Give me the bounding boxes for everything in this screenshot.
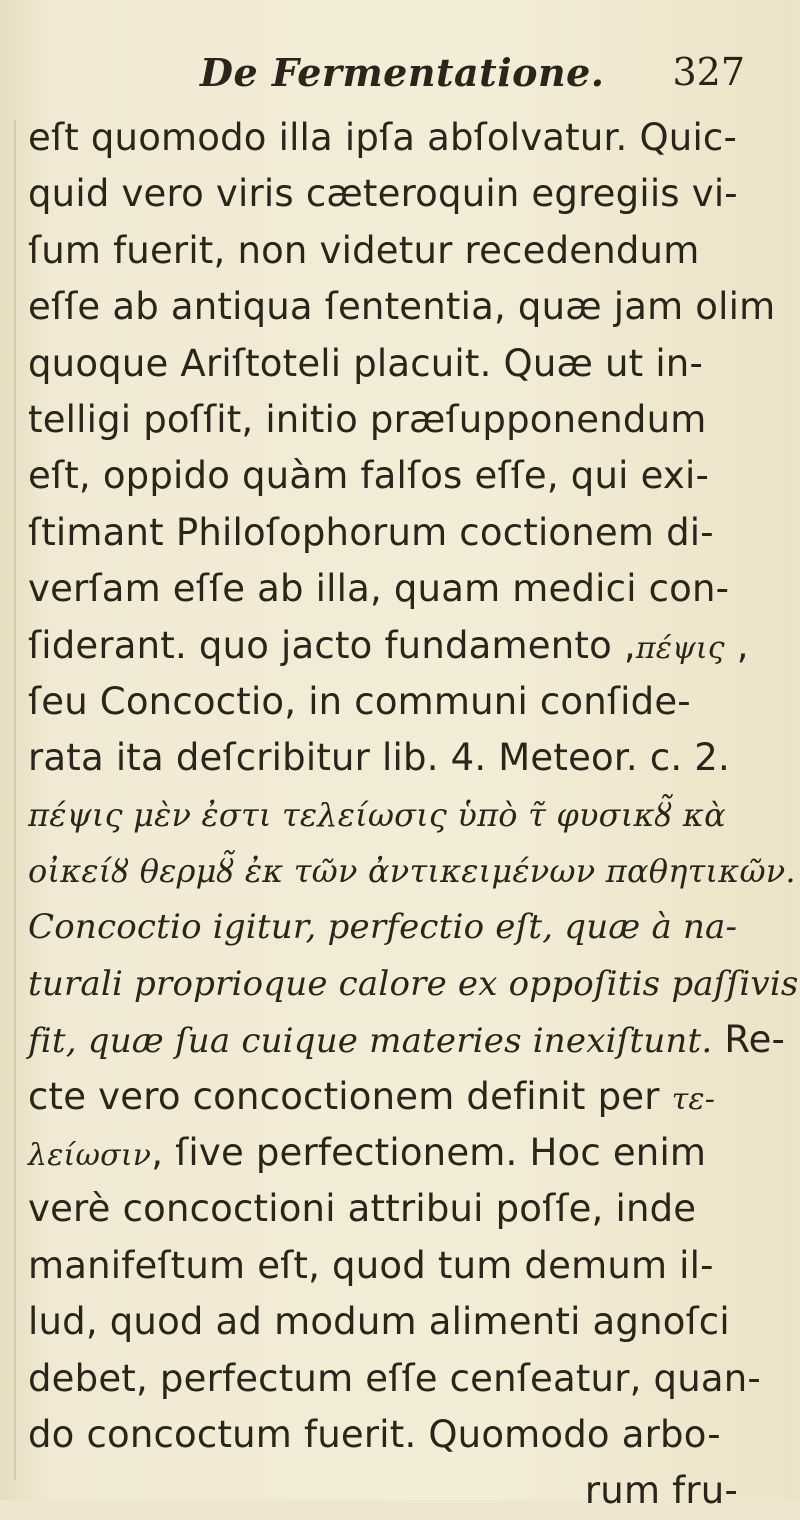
text-line	[28, 730, 746, 786]
text-segment: lud, quod ad modum alimenti agnoſci	[28, 1300, 730, 1344]
text-line	[28, 674, 746, 730]
text-segment: fit, quæ ſua cuique materies inexiſtunt.	[28, 1021, 713, 1062]
text-segment: verſam eſſe ab illa, quam medici con-	[28, 567, 730, 611]
text-segment: quid vero viris cæteroquin egregiis vi-	[28, 172, 738, 216]
text-segment: rata ita deſcribitur lib. 4. Meteor. c. 2.	[28, 736, 730, 780]
text-line	[28, 843, 796, 899]
text-segment: debet, perfectum eſſe cenſeatur, quan-	[28, 1356, 761, 1400]
text-segment: ,	[724, 623, 749, 667]
text-line	[28, 787, 746, 843]
text-segment: , ſive perfectionem. Hoc enim	[151, 1131, 707, 1175]
text-segment: rum fru-	[584, 1469, 738, 1513]
text-line	[28, 336, 746, 392]
text-segment: eſſe ab antiqua ſententia, quæ jam olim	[28, 285, 776, 329]
text-line	[28, 110, 746, 166]
text-segment: οἰκείȣ θερμȣ̃ ἐκ τῶν ἀντικειμένων παθητικῶν.	[28, 852, 796, 891]
text-line	[28, 1012, 786, 1068]
text-segment: ſeu Concoctio, in communi conſide-	[28, 679, 691, 723]
text-segment: πέψις μὲν ἐστι τελείωσις ὑπὸ τ̃ φυσικȣ̃ κὰ	[28, 795, 726, 834]
text-segment: eſt quomodo illa ipſa abſolvatur. Quic-	[28, 116, 738, 159]
page-header	[200, 40, 760, 110]
text-segment: ſum fuerit, non videtur recedendum	[28, 228, 700, 272]
text-line	[28, 1125, 746, 1181]
text-line	[28, 899, 746, 955]
text-line	[28, 561, 746, 617]
text-line	[28, 1181, 746, 1237]
text-line	[28, 1351, 761, 1407]
text-line	[28, 223, 746, 279]
text-segment: cte vero concoctionem definit per	[28, 1074, 672, 1118]
text-segment: Concoctio igitur, perfectio eſt, quæ à na-	[28, 907, 738, 948]
text-segment: ſiderant. quo jacto fundamento ,	[28, 623, 636, 667]
greek-text: τε-	[671, 1081, 716, 1117]
greek-text: πέψις	[635, 630, 725, 666]
text-line	[28, 1463, 746, 1519]
running-title: De Fermentatione.	[200, 50, 605, 95]
text-line	[28, 448, 746, 504]
text-line	[28, 618, 749, 674]
text-segment: turali proprioque calore ex oppoſitis paſſivis	[28, 963, 799, 1004]
text-segment: quoque Ariſtoteli placuit. Quæ ut in-	[28, 341, 704, 385]
text-line	[28, 956, 799, 1012]
page-number: 327	[672, 50, 745, 94]
text-segment: ſtimant Philoſophorum coctionem di-	[28, 510, 714, 554]
text-segment: eſt, oppido quàm falſos eſſe, qui exi-	[28, 454, 710, 498]
text-segment: verè concoctioni attribui poſſe, inde	[28, 1187, 697, 1231]
text-line	[28, 166, 746, 222]
text-line	[28, 1238, 746, 1294]
text-segment: telligi poſſit, initio præſupponendum	[28, 397, 707, 441]
inner-margin-shadow	[14, 120, 16, 1480]
text-line	[28, 1294, 746, 1350]
text-segment: manifeſtum eſt, quod tum demum il-	[28, 1243, 714, 1287]
text-line	[28, 505, 746, 561]
text-line	[28, 392, 746, 448]
text-segment: do concoctum fuerit. Quomodo arbo-	[28, 1412, 721, 1456]
text-line	[28, 279, 776, 335]
text-line	[28, 1069, 746, 1125]
text-segment: Re-	[712, 1018, 786, 1062]
greek-text: λείωσιν	[28, 1138, 152, 1174]
body-text	[28, 110, 799, 1520]
text-line	[28, 1407, 746, 1463]
